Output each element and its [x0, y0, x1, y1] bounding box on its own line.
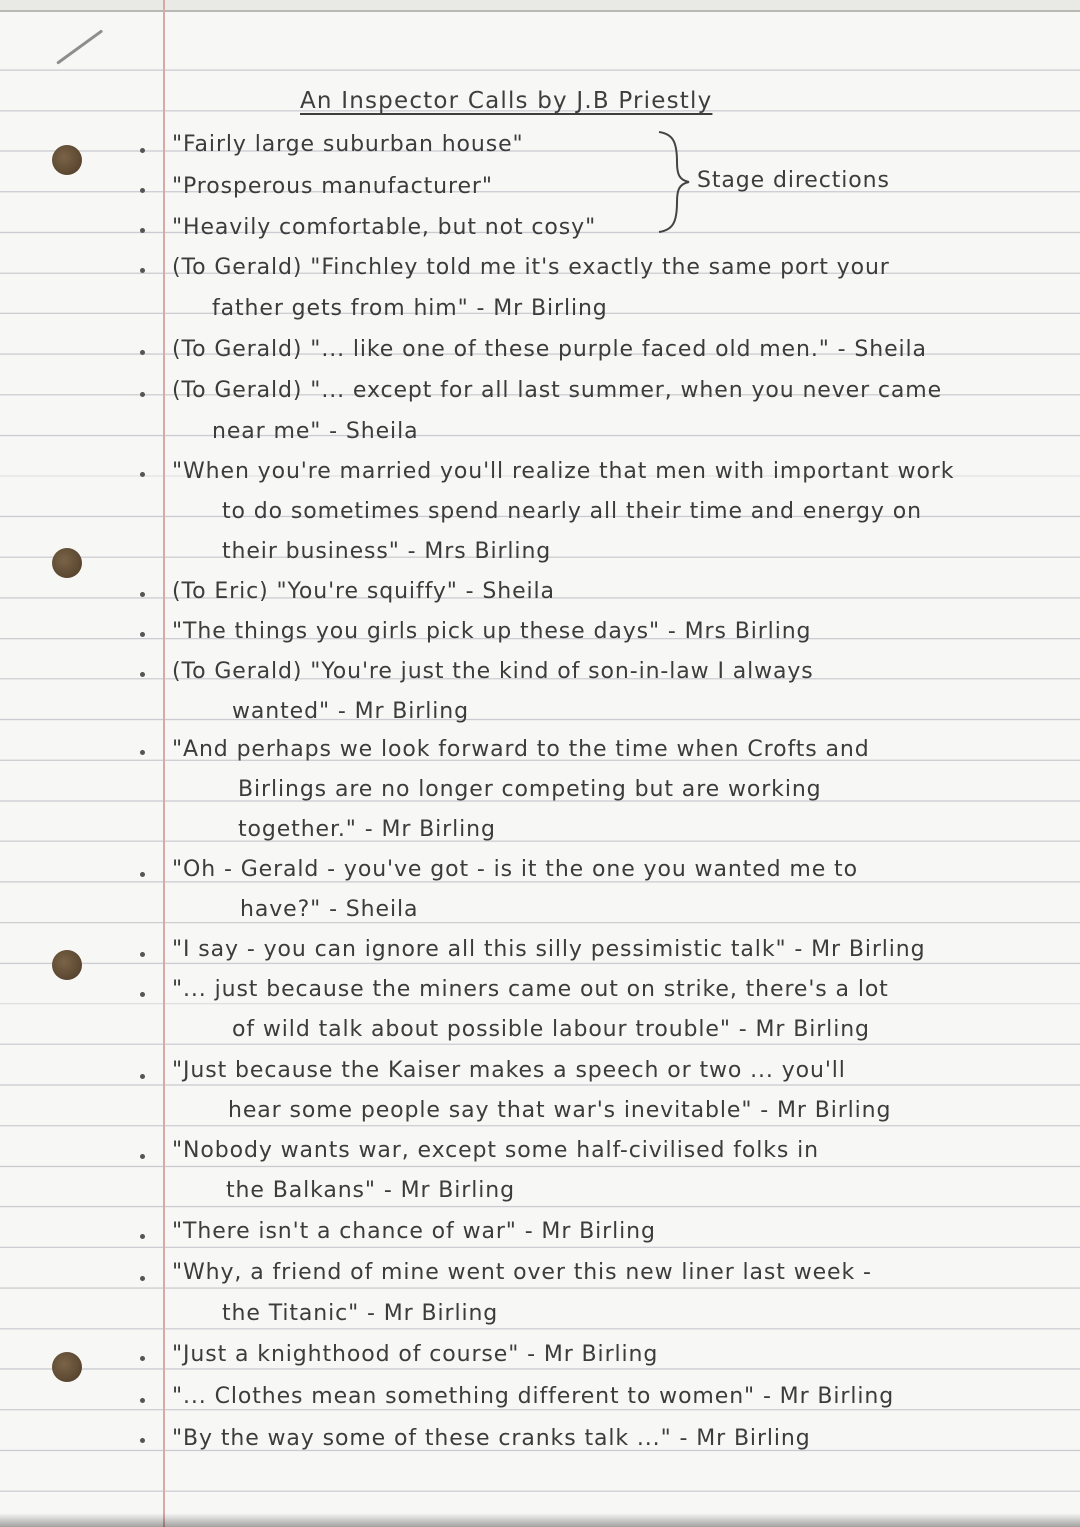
- quote-line: father gets from him" - Mr Birling: [212, 296, 608, 321]
- bullet-dot: [140, 592, 145, 597]
- bullet-dot: [140, 1154, 145, 1159]
- quote-line: "When you're married you'll realize that men with important work: [172, 459, 955, 484]
- punch-hole: [52, 145, 82, 175]
- bullet-dot: [140, 392, 145, 397]
- brace-icon: [655, 128, 695, 236]
- quote-line: "Just a knighthood of course" - Mr Birling: [172, 1342, 659, 1367]
- stage-directions-label: Stage directions: [697, 168, 890, 193]
- quote-line: "Fairly large suburban house": [172, 132, 524, 157]
- bullet-dot: [140, 228, 145, 233]
- bullet-dot: [140, 1356, 145, 1361]
- quote-line: "... just because the miners came out on strike, there's a lot: [172, 977, 889, 1002]
- punch-hole: [52, 548, 82, 578]
- bullet-dot: [140, 632, 145, 637]
- quote-line: near me" - Sheila: [212, 419, 419, 444]
- quote-line: "Nobody wants war, except some half-civilised folks in: [172, 1138, 820, 1163]
- quote-line: "By the way some of these cranks talk ..." - Mr Birling: [172, 1426, 811, 1451]
- quote-line: to do sometimes spend nearly all their time and energy on: [222, 499, 922, 524]
- quote-line: together." - Mr Birling: [238, 817, 496, 842]
- quote-line: "... Clothes mean something different to women" - Mr Birling: [172, 1384, 895, 1409]
- quote-line: the Titanic" - Mr Birling: [222, 1301, 499, 1326]
- quote-line: "Prosperous manufacturer": [172, 174, 493, 199]
- punch-hole: [52, 1352, 82, 1382]
- margin-line: [163, 0, 165, 1527]
- bullet-dot: [140, 472, 145, 477]
- bullet-dot: [140, 1398, 145, 1403]
- quote-line: the Balkans" - Mr Birling: [226, 1178, 515, 1203]
- page-bottom-edge: [0, 1513, 1080, 1527]
- page-title: An Inspector Calls by J.B Priestly: [300, 88, 713, 114]
- quote-line: Birlings are no longer competing but are working: [238, 777, 822, 802]
- quote-line: "There isn't a chance of war" - Mr Birling: [172, 1219, 656, 1244]
- quote-line: "Just because the Kaiser makes a speech or two ... you'll: [172, 1058, 846, 1083]
- quote-line: (To Gerald) "You're just the kind of son-in-law I always: [172, 659, 814, 684]
- bullet-dot: [140, 1074, 145, 1079]
- pencil-mark: [56, 29, 103, 64]
- bullet-dot: [140, 672, 145, 677]
- bullet-dot: [140, 148, 145, 153]
- quote-line: wanted" - Mr Birling: [232, 699, 469, 724]
- quote-line: (To Gerald) "... like one of these purple faced old men." - Sheila: [172, 337, 927, 362]
- bullet-dot: [140, 350, 145, 355]
- bullet-dot: [140, 188, 145, 193]
- quote-line: (To Eric) "You're squiffy" - Sheila: [172, 579, 555, 604]
- quote-line: hear some people say that war's inevitable" - Mr Birling: [228, 1098, 892, 1123]
- quote-line: "Oh - Gerald - you've got - is it the one you wanted me to: [172, 857, 858, 882]
- quote-line: "Heavily comfortable, but not cosy": [172, 215, 597, 240]
- punch-hole: [52, 950, 82, 980]
- quote-line: "And perhaps we look forward to the time when Crofts and: [172, 737, 870, 762]
- bullet-dot: [140, 1438, 145, 1443]
- bullet-dot: [140, 750, 145, 755]
- bullet-dot: [140, 992, 145, 997]
- page-top-edge: [0, 0, 1080, 12]
- quote-line: "I say - you can ignore all this silly pessimistic talk" - Mr Birling: [172, 937, 926, 962]
- quote-line: their business" - Mrs Birling: [222, 539, 552, 564]
- quote-line: have?" - Sheila: [240, 897, 419, 922]
- bullet-dot: [140, 268, 145, 273]
- quote-line: "The things you girls pick up these days" - Mrs Birling: [172, 619, 812, 644]
- quote-line: "Why, a friend of mine went over this new liner last week -: [172, 1260, 872, 1285]
- quote-line: (To Gerald) "Finchley told me it's exactly the same port your: [172, 255, 890, 280]
- bullet-dot: [140, 952, 145, 957]
- bullet-dot: [140, 1234, 145, 1239]
- bullet-dot: [140, 872, 145, 877]
- bullet-dot: [140, 1276, 145, 1281]
- quote-line: (To Gerald) "... except for all last summer, when you never came: [172, 378, 943, 403]
- quote-line: of wild talk about possible labour trouble" - Mr Birling: [232, 1017, 870, 1042]
